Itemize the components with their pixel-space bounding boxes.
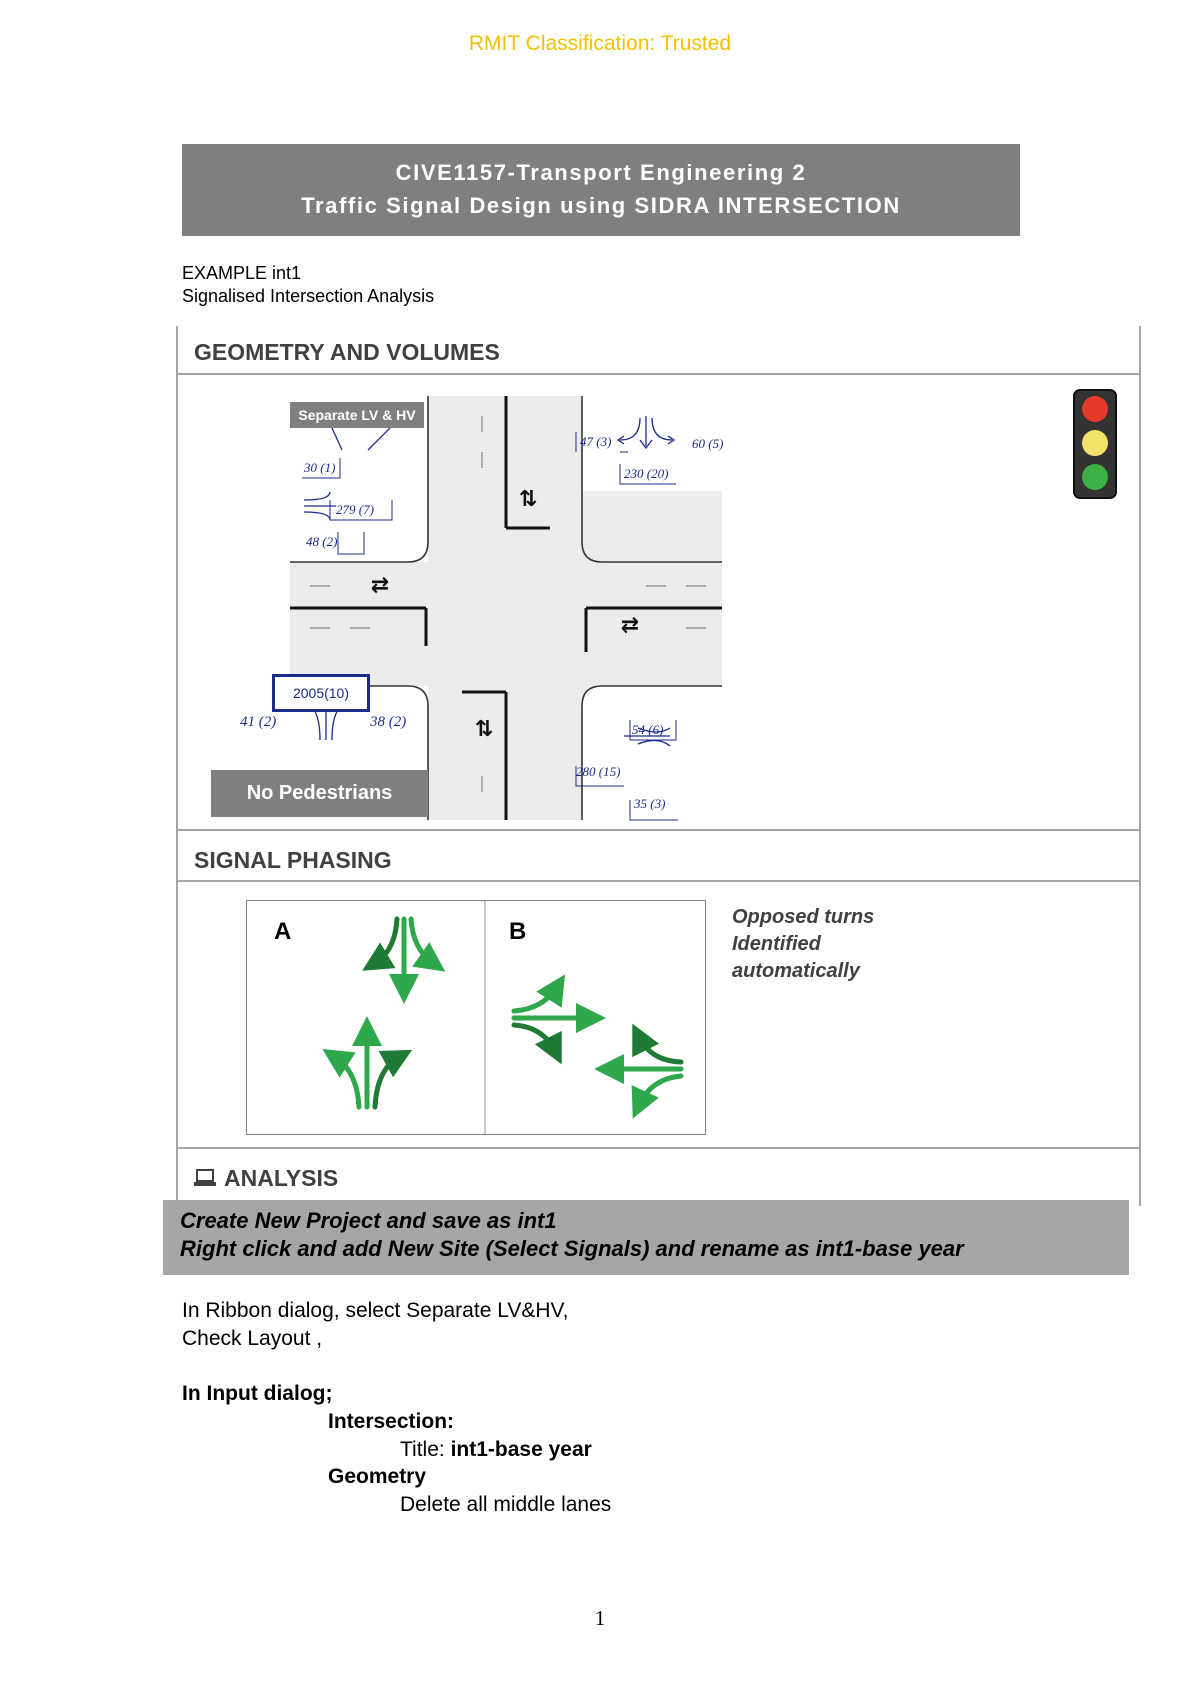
- input-dialog-heading: In Input dialog;: [182, 1382, 333, 1405]
- phase-b-label: B: [509, 918, 527, 945]
- volume-label: 38 (2): [370, 714, 407, 730]
- no-pedestrians-badge: No Pedestrians: [211, 770, 428, 817]
- course-title: CIVE1157-Transport Engineering 2: [395, 160, 807, 185]
- volume-label: 35 (3): [634, 796, 666, 811]
- traffic-light-icon: [1072, 388, 1118, 505]
- svg-text:⇄: ⇄: [620, 613, 640, 638]
- volume-label: 48 (2): [306, 534, 338, 549]
- volume-label: 47 (3): [580, 434, 612, 449]
- divider: [176, 1147, 1139, 1149]
- intersection-heading: Intersection:: [328, 1410, 455, 1433]
- volume-label: 280 (15): [576, 764, 621, 779]
- page-number: 1: [594, 1606, 606, 1630]
- instruction-banner: [163, 1200, 1129, 1275]
- volume-label: 54 (6): [632, 722, 664, 737]
- divider: [176, 373, 1139, 375]
- analysis-section-title: [194, 1165, 338, 1193]
- volume-label: 279 (7): [336, 502, 374, 517]
- title-setting: [400, 1436, 592, 1464]
- title-label: Title:: [400, 1438, 451, 1461]
- separate-lv-hv-badge: Separate LV & HV: [290, 402, 424, 428]
- svg-text:⇄: ⇄: [370, 573, 390, 598]
- instruction-line-2: Right click and add New Site (Select Signals) and rename as int1-base year: [180, 1236, 964, 1261]
- title-value: int1-base year: [450, 1438, 592, 1461]
- classification-label: RMIT Classification: Trusted: [468, 32, 732, 55]
- volume-label: 30 (1): [304, 460, 336, 475]
- ribbon-line: In Ribbon dialog, select Separate LV&HV,: [182, 1299, 569, 1322]
- phase-arrows: [247, 901, 705, 1134]
- south-total-volume: 2005(10): [272, 674, 370, 712]
- divider: [176, 829, 1139, 831]
- phasing-diagram: [246, 900, 706, 1135]
- geometry-instruction: Delete all middle lanes: [400, 1493, 612, 1516]
- east-west-road: [290, 562, 722, 686]
- svg-text:⇅: ⇅: [518, 487, 538, 512]
- phasing-section-title: SIGNAL PHASING: [194, 847, 392, 873]
- opposed-turns-note: [732, 904, 874, 985]
- example-heading: [182, 262, 434, 308]
- document-subtitle: Traffic Signal Design using SIDRA INTERSECTION: [301, 193, 901, 218]
- note-line: automatically: [732, 960, 860, 982]
- phase-a-label: A: [274, 918, 292, 945]
- note-line: Identified: [732, 933, 821, 955]
- example-id: EXAMPLE int1: [182, 263, 302, 283]
- geometry-section-title: GEOMETRY AND VOLUMES: [194, 339, 500, 365]
- divider: [176, 880, 1139, 882]
- intersection-diagram: [240, 396, 724, 820]
- volume-label: 60 (5): [692, 436, 724, 451]
- analysis-title-text: ANALYSIS: [224, 1165, 339, 1191]
- layout-line: Check Layout ,: [182, 1327, 323, 1350]
- volume-label: 230 (20): [624, 466, 669, 481]
- geometry-heading: Geometry: [328, 1465, 427, 1488]
- document-title-banner: [182, 144, 1020, 236]
- instruction-line-1: Create New Project and save as int1: [180, 1208, 557, 1233]
- ribbon-instruction: [182, 1297, 568, 1353]
- example-description: Signalised Intersection Analysis: [182, 286, 435, 306]
- volume-label: 41 (2): [240, 714, 277, 730]
- note-line: Opposed turns: [732, 906, 875, 928]
- svg-text:⇅: ⇅: [474, 717, 494, 742]
- computer-icon: [194, 1166, 216, 1193]
